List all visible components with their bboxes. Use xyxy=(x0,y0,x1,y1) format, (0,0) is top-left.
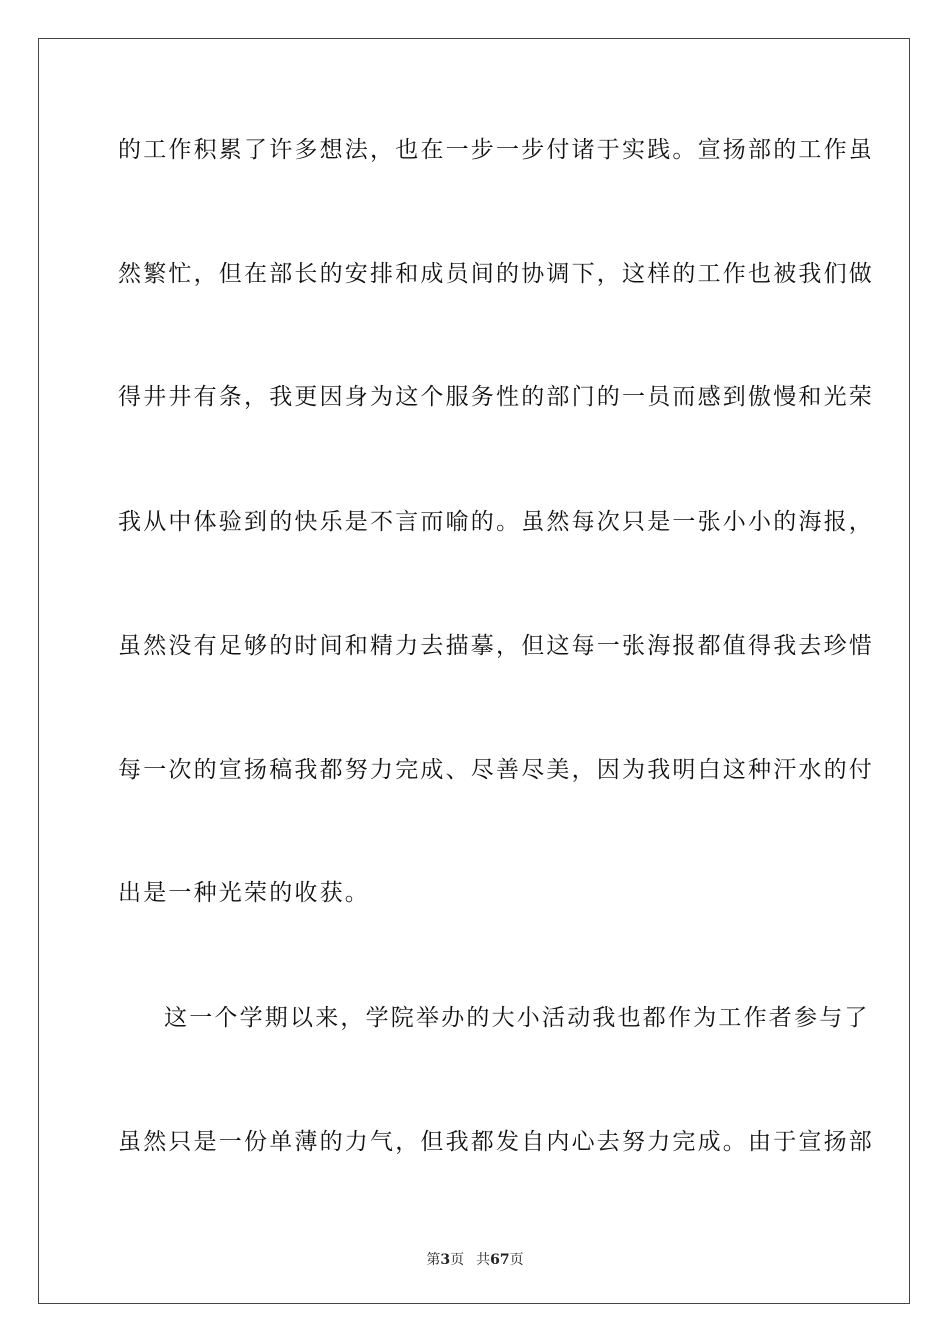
body-line-5: 虽然没有足够的时间和精力去描摹，但这每一张海报都值得我去珍惜 xyxy=(118,633,874,659)
page-footer xyxy=(0,1249,950,1269)
body-line-7: 出是一种光荣的收获。 xyxy=(118,880,370,906)
page-prefix: 第 xyxy=(426,1252,441,1268)
body-line-1: 的工作积累了许多想法，也在一步一步付诸于实践。宣扬部的工作虽 xyxy=(118,137,874,163)
body-line-2: 然繁忙，但在部长的安排和成员间的协调下，这样的工作也被我们做 xyxy=(118,261,874,287)
total-pages: 67 xyxy=(490,1252,510,1268)
page-border xyxy=(38,38,910,1304)
total-suffix: 页 xyxy=(509,1252,524,1268)
total-prefix: 共 xyxy=(476,1252,491,1268)
page-suffix: 页 xyxy=(450,1252,465,1268)
body-line-4: 我从中体验到的快乐是不言而喻的。虽然每次只是一张小小的海报， xyxy=(118,509,874,535)
body-line-3: 得井井有条，我更因身为这个服务性的部门的一员而感到傲慢和光荣 xyxy=(118,384,874,410)
body-line-8-paragraph-start: 这一个学期以来，学院举办的大小活动我也都作为工作者参与了 xyxy=(164,1005,870,1031)
body-line-6: 每一次的宣扬稿我都努力完成、尽善尽美，因为我明白这种汗水的付 xyxy=(118,757,874,783)
page-number: 3 xyxy=(440,1252,451,1268)
body-line-9: 虽然只是一份单薄的力气，但我都发自内心去努力完成。由于宣扬部 xyxy=(118,1129,874,1155)
